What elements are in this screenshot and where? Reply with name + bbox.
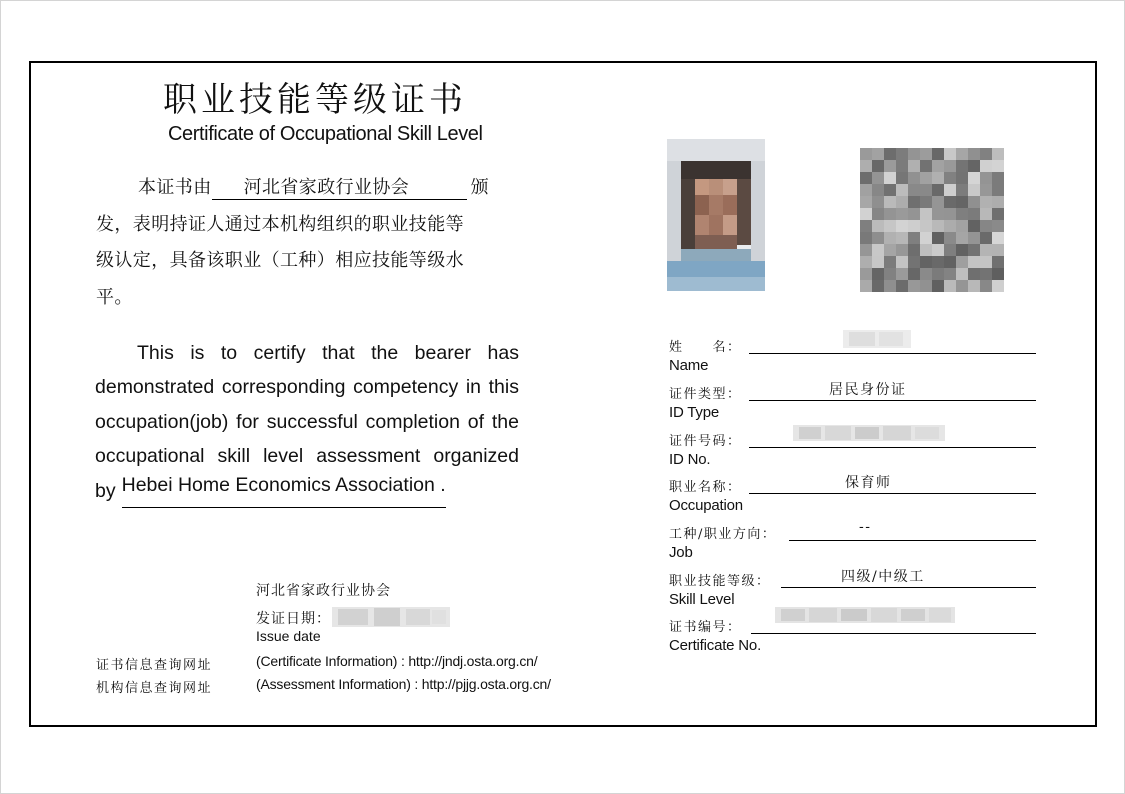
field-job-label-cn: 工种/职业方向： — [669, 527, 777, 542]
field-skill-level-line — [781, 587, 1036, 588]
cert-query-label-cn: 证书信息查询网址 — [96, 658, 213, 673]
field-cert-no — [669, 616, 1039, 660]
issuer-underline — [212, 177, 467, 200]
statement-en-word: organized — [433, 445, 519, 468]
statement-en-line-1 — [95, 336, 519, 370]
id-no-redacted — [791, 422, 947, 444]
statement-en-word: assessment — [316, 445, 421, 468]
statement-en-word: has — [487, 342, 519, 364]
statement-en-word: the — [371, 342, 399, 364]
field-occupation-label-en: Occupation — [669, 497, 743, 514]
cert-no-redacted — [773, 604, 957, 626]
field-occupation-value: 保育师 — [845, 475, 892, 491]
statement-en-word: in — [465, 376, 481, 399]
statement-cn-line-1 — [96, 170, 526, 207]
statement-en-word: skill — [217, 445, 251, 468]
statement-en-word: demonstrated — [95, 376, 215, 399]
statement-en-word: occupation(job) — [95, 410, 229, 433]
holder-photo — [667, 139, 765, 291]
statement-cn-line-2: 发，表明持证人通过本机构组织的职业技能等 — [96, 213, 464, 235]
statement-en-word: successful — [266, 410, 358, 433]
statement-en-word: certify — [253, 342, 306, 364]
statement-en-word: competency — [353, 376, 459, 399]
statement-en-word: bearer — [414, 342, 472, 364]
field-cert-no-line — [751, 633, 1036, 634]
field-id-type-label-cn: 证件类型： — [669, 387, 742, 402]
field-id-type-value: 居民身份证 — [829, 382, 907, 398]
field-occupation-label-cn: 职业名称： — [669, 480, 742, 495]
statement-cn-line-4: 平。 — [96, 286, 133, 308]
assessment-query-label-cn: 机构信息查询网址 — [96, 681, 213, 696]
field-job-line — [789, 540, 1036, 541]
statement-en-word: This — [137, 342, 174, 364]
field-id-no-line — [749, 447, 1036, 448]
field-skill-level-label-en: Skill Level — [669, 591, 735, 608]
field-name-line — [749, 353, 1036, 354]
field-name — [669, 336, 1039, 380]
statement-en-word: completion — [365, 410, 460, 433]
field-id-type-label-en: ID Type — [669, 404, 720, 421]
field-id-type-line — [749, 400, 1036, 401]
field-id-no-label-cn: 证件号码： — [669, 434, 742, 449]
statement-en-word: this — [488, 376, 519, 399]
issuer-name: 河北省家政行业协会 — [243, 177, 410, 198]
field-job — [669, 519, 1039, 567]
statement-cn-prefix: 本证书由 — [138, 177, 212, 198]
field-skill-level-value: 四级/中级工 — [841, 569, 925, 585]
statement-en-word: the — [491, 410, 519, 433]
field-id-no — [669, 430, 1039, 474]
field-occupation — [669, 476, 1039, 520]
certificate-title-en: Certificate of Occupational Skill Level — [168, 123, 483, 145]
field-job-value: -- — [859, 519, 872, 535]
statement-en-line-3 — [95, 405, 519, 439]
statement-en-word: of — [467, 410, 485, 433]
association-name-en: Hebei Home Economics Association . — [122, 474, 446, 508]
certificate-statement-en — [95, 336, 519, 508]
statement-en-word: to — [220, 342, 238, 364]
qr-code[interactable] — [860, 148, 1004, 292]
field-cert-no-label-en: Certificate No. — [669, 637, 762, 654]
field-job-label-en: Job — [669, 544, 693, 561]
field-name-label-cn: 姓 名： — [669, 340, 742, 355]
statement-en-line-5 — [95, 474, 519, 508]
issue-date-label-cn: 发证日期： — [256, 611, 331, 627]
statement-en-word: that — [322, 342, 355, 364]
statement-cn-line-3: 级认定，具备该职业（工种）相应技能等级水 — [96, 250, 464, 271]
statement-en-word: level — [263, 445, 304, 468]
statement-en-word: for — [236, 410, 259, 433]
cert-query-url[interactable]: (Certificate Information) : http://jndj.osta.org.cn/ — [256, 653, 538, 669]
field-name-label-en: Name — [669, 357, 709, 374]
statement-en-by: by — [95, 479, 116, 502]
statement-en-word: is — [190, 342, 205, 364]
statement-en-line-4 — [95, 439, 519, 473]
issue-date-redacted — [332, 605, 450, 629]
statement-cn-suffix: 颁 — [470, 177, 490, 198]
field-id-type — [669, 383, 1039, 427]
assessment-query-url[interactable]: (Assessment Information) : http://pjjg.osta.org.cn/ — [256, 676, 551, 692]
statement-en-word: corresponding — [221, 376, 346, 399]
field-id-no-label-en: ID No. — [669, 451, 711, 468]
field-occupation-line — [749, 493, 1036, 494]
certificate-statement-cn — [96, 170, 526, 316]
certificate-title-cn: 职业技能等级证书 — [163, 80, 467, 120]
field-cert-no-label-cn: 证书编号： — [669, 620, 742, 635]
issuing-organization: 河北省家政行业协会 — [256, 583, 391, 599]
field-skill-level-label-cn: 职业技能等级： — [669, 574, 771, 589]
statement-en-word: occupational — [95, 445, 205, 468]
name-redacted — [839, 328, 915, 350]
issue-date-label-en: Issue date — [256, 628, 321, 644]
statement-en-line-2 — [95, 370, 519, 404]
